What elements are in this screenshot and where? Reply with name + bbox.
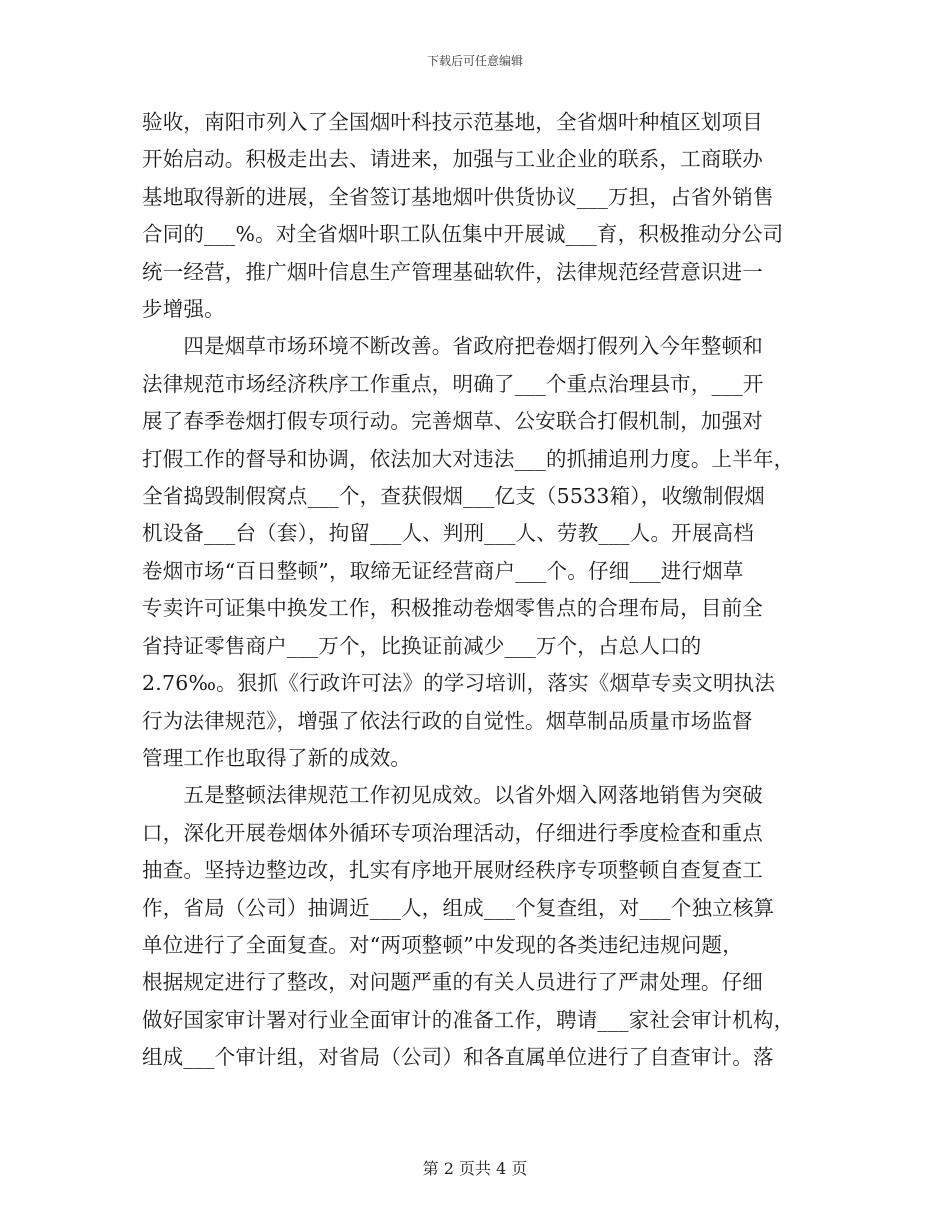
paragraph-1 [142, 104, 802, 328]
text-line: 卷烟市场“百日整顿”，取缔无证经营商户___个。仔细___进行烟草 [142, 558, 744, 583]
text-line: 展了春季卷烟打假专项行动。完善烟草、公安联合打假机制，加强对 [142, 409, 763, 434]
text-line: 口，深化开展卷烟体外循环专项治理活动，仔细进行季度检查和重点 [142, 820, 763, 845]
text-line: 管理工作也取得了新的成效。 [142, 745, 412, 770]
text-line: 基地取得新的进展，全省签订基地烟叶供货协议___万担，占省外销售 [142, 184, 774, 209]
page-header: 下载后可任意编辑 [426, 54, 523, 68]
text-line: 组成___个审计组，对省局（公司）和各直属单位进行了自查审计。落 [142, 1045, 774, 1070]
paragraph-3 [142, 777, 802, 1076]
document-body [142, 104, 802, 1077]
text-line: 2.76‰。狠抓《行政许可法》的学习培训，落实《烟草专卖文明执法 [142, 671, 776, 696]
text-line: 省持证零售商户___万个，比换证前减少___万个，占总人口的 [142, 633, 702, 658]
text-line: 做好国家审计署对行业全面审计的准备工作，聘请___家社会审计机构， [142, 1007, 795, 1032]
text-line: 单位进行了全面复查。对“两项整顿”中发现的各类违纪违规问题， [142, 932, 743, 957]
text-line: 验收，南阳市列入了全国烟叶科技示范基地，全省烟叶种植区划项目 [142, 110, 763, 134]
text-line: 根据规定进行了整改，对问题严重的有关人员进行了严肃处理。仔细 [142, 970, 763, 995]
text-line: 合同的___%。对全省烟叶职工队伍集中开展诚___育，积极推动分公司 [142, 222, 784, 247]
text-line: 法律规范市场经济秩序工作重点，明确了___个重点治理县市，___开 [142, 371, 764, 396]
text-line: 步增强。 [142, 297, 225, 322]
text-line: 行为法律规范》，增强了依法行政的自觉性。烟草制品质量市场监督 [142, 708, 753, 733]
paragraph-2 [142, 328, 802, 777]
text-line: 五是整顿法律规范工作初见成效。以省外烟入网落地销售为突破 [142, 783, 763, 808]
text-line: 机设备___台（套），拘留___人、判刑___人、劳教___人。开展高档 [142, 521, 754, 546]
page-footer: 第 2 页共 4 页 [422, 1159, 528, 1178]
text-line: 打假工作的督导和协调，依法加大对违法___的抓捕追刑力度。上半年， [142, 446, 795, 471]
text-line: 抽查。坚持边整边改，扎实有序地开展财经秩序专项整顿自查复查工 [142, 858, 763, 883]
text-line: 四是烟草市场环境不断改善。省政府把卷烟打假列入今年整顿和 [142, 334, 763, 359]
text-line: 开始启动。积极走出去、请进来，加强与工业企业的联系，工商联办 [142, 147, 763, 172]
text-line: 作，省局（公司）抽调近___人，组成___个复查组，对___个独立核算 [142, 895, 775, 920]
text-line: 全省捣毁制假窝点___个，查获假烟___亿支（5533箱），收缴制假烟 [142, 484, 765, 509]
text-line: 专卖许可证集中换发工作，积极推动卷烟零售点的合理布局，目前全 [142, 596, 763, 621]
text-line: 统一经营，推广烟叶信息生产管理基础软件，法律规范经营意识进一 [142, 259, 763, 284]
